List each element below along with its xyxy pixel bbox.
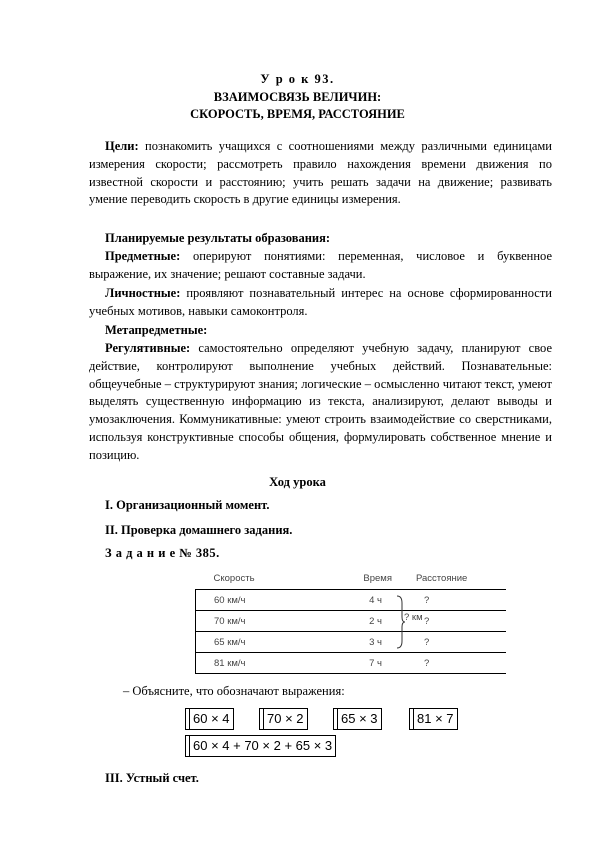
table-cell: 2 ч <box>306 611 404 632</box>
lesson-title-line1: ВЗАИМОСВЯЗЬ ВЕЛИЧИН: <box>213 90 382 104</box>
table-cell: ? <box>404 632 506 653</box>
regulatory-text: самостоятельно определяют учебную задачу, планируют свое действие, контролируют выполнение учебных действий. Познавательные: общеучебные – структурируют знания; логические – осмысленно читают текст, умеют выделять существенную информацию из текста, анализируют, делают выводы и умозаключения. Коммуникативные: умеют строить взаимодействие со сверстниками, используя конструктивные способы общения, формулировать собственное мнение и позицию. <box>89 341 552 462</box>
personal-text: проявляют познавательный интерес на основе сформированности учебных мотивов, навыки самоконтроля. <box>89 286 552 318</box>
table-cell: 4 ч <box>306 590 404 611</box>
table-cell: 3 ч <box>306 632 404 653</box>
goals-text: познакомить учащихся с соотношениями между различными единицами измерения скорости; рассмотреть правило нахождения времени движения по известной скорости и расстоянию; учить решать задачи на движение; развивать умение переводить скорость в другие единицы измерения. <box>89 139 552 207</box>
regulatory-paragraph <box>89 340 552 465</box>
task-heading: З а д а н и е № 385. <box>105 546 220 560</box>
table-cell: ? <box>404 590 506 611</box>
section-3-heading: III. Устный счет. <box>105 771 199 785</box>
expression-box <box>333 708 382 730</box>
planned-results-heading: Планируемые результаты образования: <box>105 231 331 245</box>
goals-paragraph <box>89 138 552 209</box>
subject-text: оперируют понятиями: переменная, числовое и буквенное выражение, их значение; решают составные задачи. <box>89 249 552 281</box>
table-header-cell: Скорость <box>213 572 255 584</box>
regulatory-label: Регулятивные: <box>105 341 191 355</box>
personal-paragraph <box>89 285 552 321</box>
personal-label: Личностные: <box>105 286 181 300</box>
table-cell: 7 ч <box>306 653 404 674</box>
goals-label: Цели: <box>105 139 139 153</box>
section-2-heading: II. Проверка домашнего задания. <box>105 523 293 537</box>
speed-time-distance-table <box>195 567 506 674</box>
subject-label: Предметные: <box>105 249 181 263</box>
course-heading: Ход урока <box>269 475 326 489</box>
table-row <box>196 632 507 653</box>
expression-box <box>259 708 308 730</box>
lesson-number: У р о к 93. <box>260 72 335 86</box>
table-cell: 70 км/ч <box>196 611 307 632</box>
expression-text: 60 × 4 <box>189 709 230 729</box>
table-header-cell: Расстояние <box>416 572 468 584</box>
expression-text: 70 × 2 <box>263 709 304 729</box>
expression-text: 65 × 3 <box>337 709 378 729</box>
table-cell: 65 км/ч <box>196 632 307 653</box>
subject-paragraph <box>89 248 552 284</box>
question-text: – Объясните, что обозначают выражения: <box>123 684 345 698</box>
table-row <box>196 590 507 611</box>
table-header-row <box>196 567 507 590</box>
table-row <box>196 653 507 674</box>
expression-text: 81 × 7 <box>413 709 454 729</box>
expression-box <box>185 735 336 757</box>
lesson-title-line2: СКОРОСТЬ, ВРЕМЯ, РАССТОЯНИЕ <box>190 107 405 121</box>
expression-text: 60 × 4 + 70 × 2 + 65 × 3 <box>189 736 332 756</box>
table-header-cell: Время <box>363 572 392 584</box>
brace-label: ? км <box>404 612 423 623</box>
section-1-heading: I. Организационный момент. <box>105 498 270 512</box>
table-row <box>196 611 507 632</box>
table-cell: ? <box>404 611 506 632</box>
expression-box <box>409 708 458 730</box>
table-cell: ? <box>404 653 506 674</box>
table-cell: 81 км/ч <box>196 653 307 674</box>
table-cell: 60 км/ч <box>196 590 307 611</box>
meta-heading: Метапредметные: <box>105 323 208 337</box>
expression-box <box>185 708 234 730</box>
